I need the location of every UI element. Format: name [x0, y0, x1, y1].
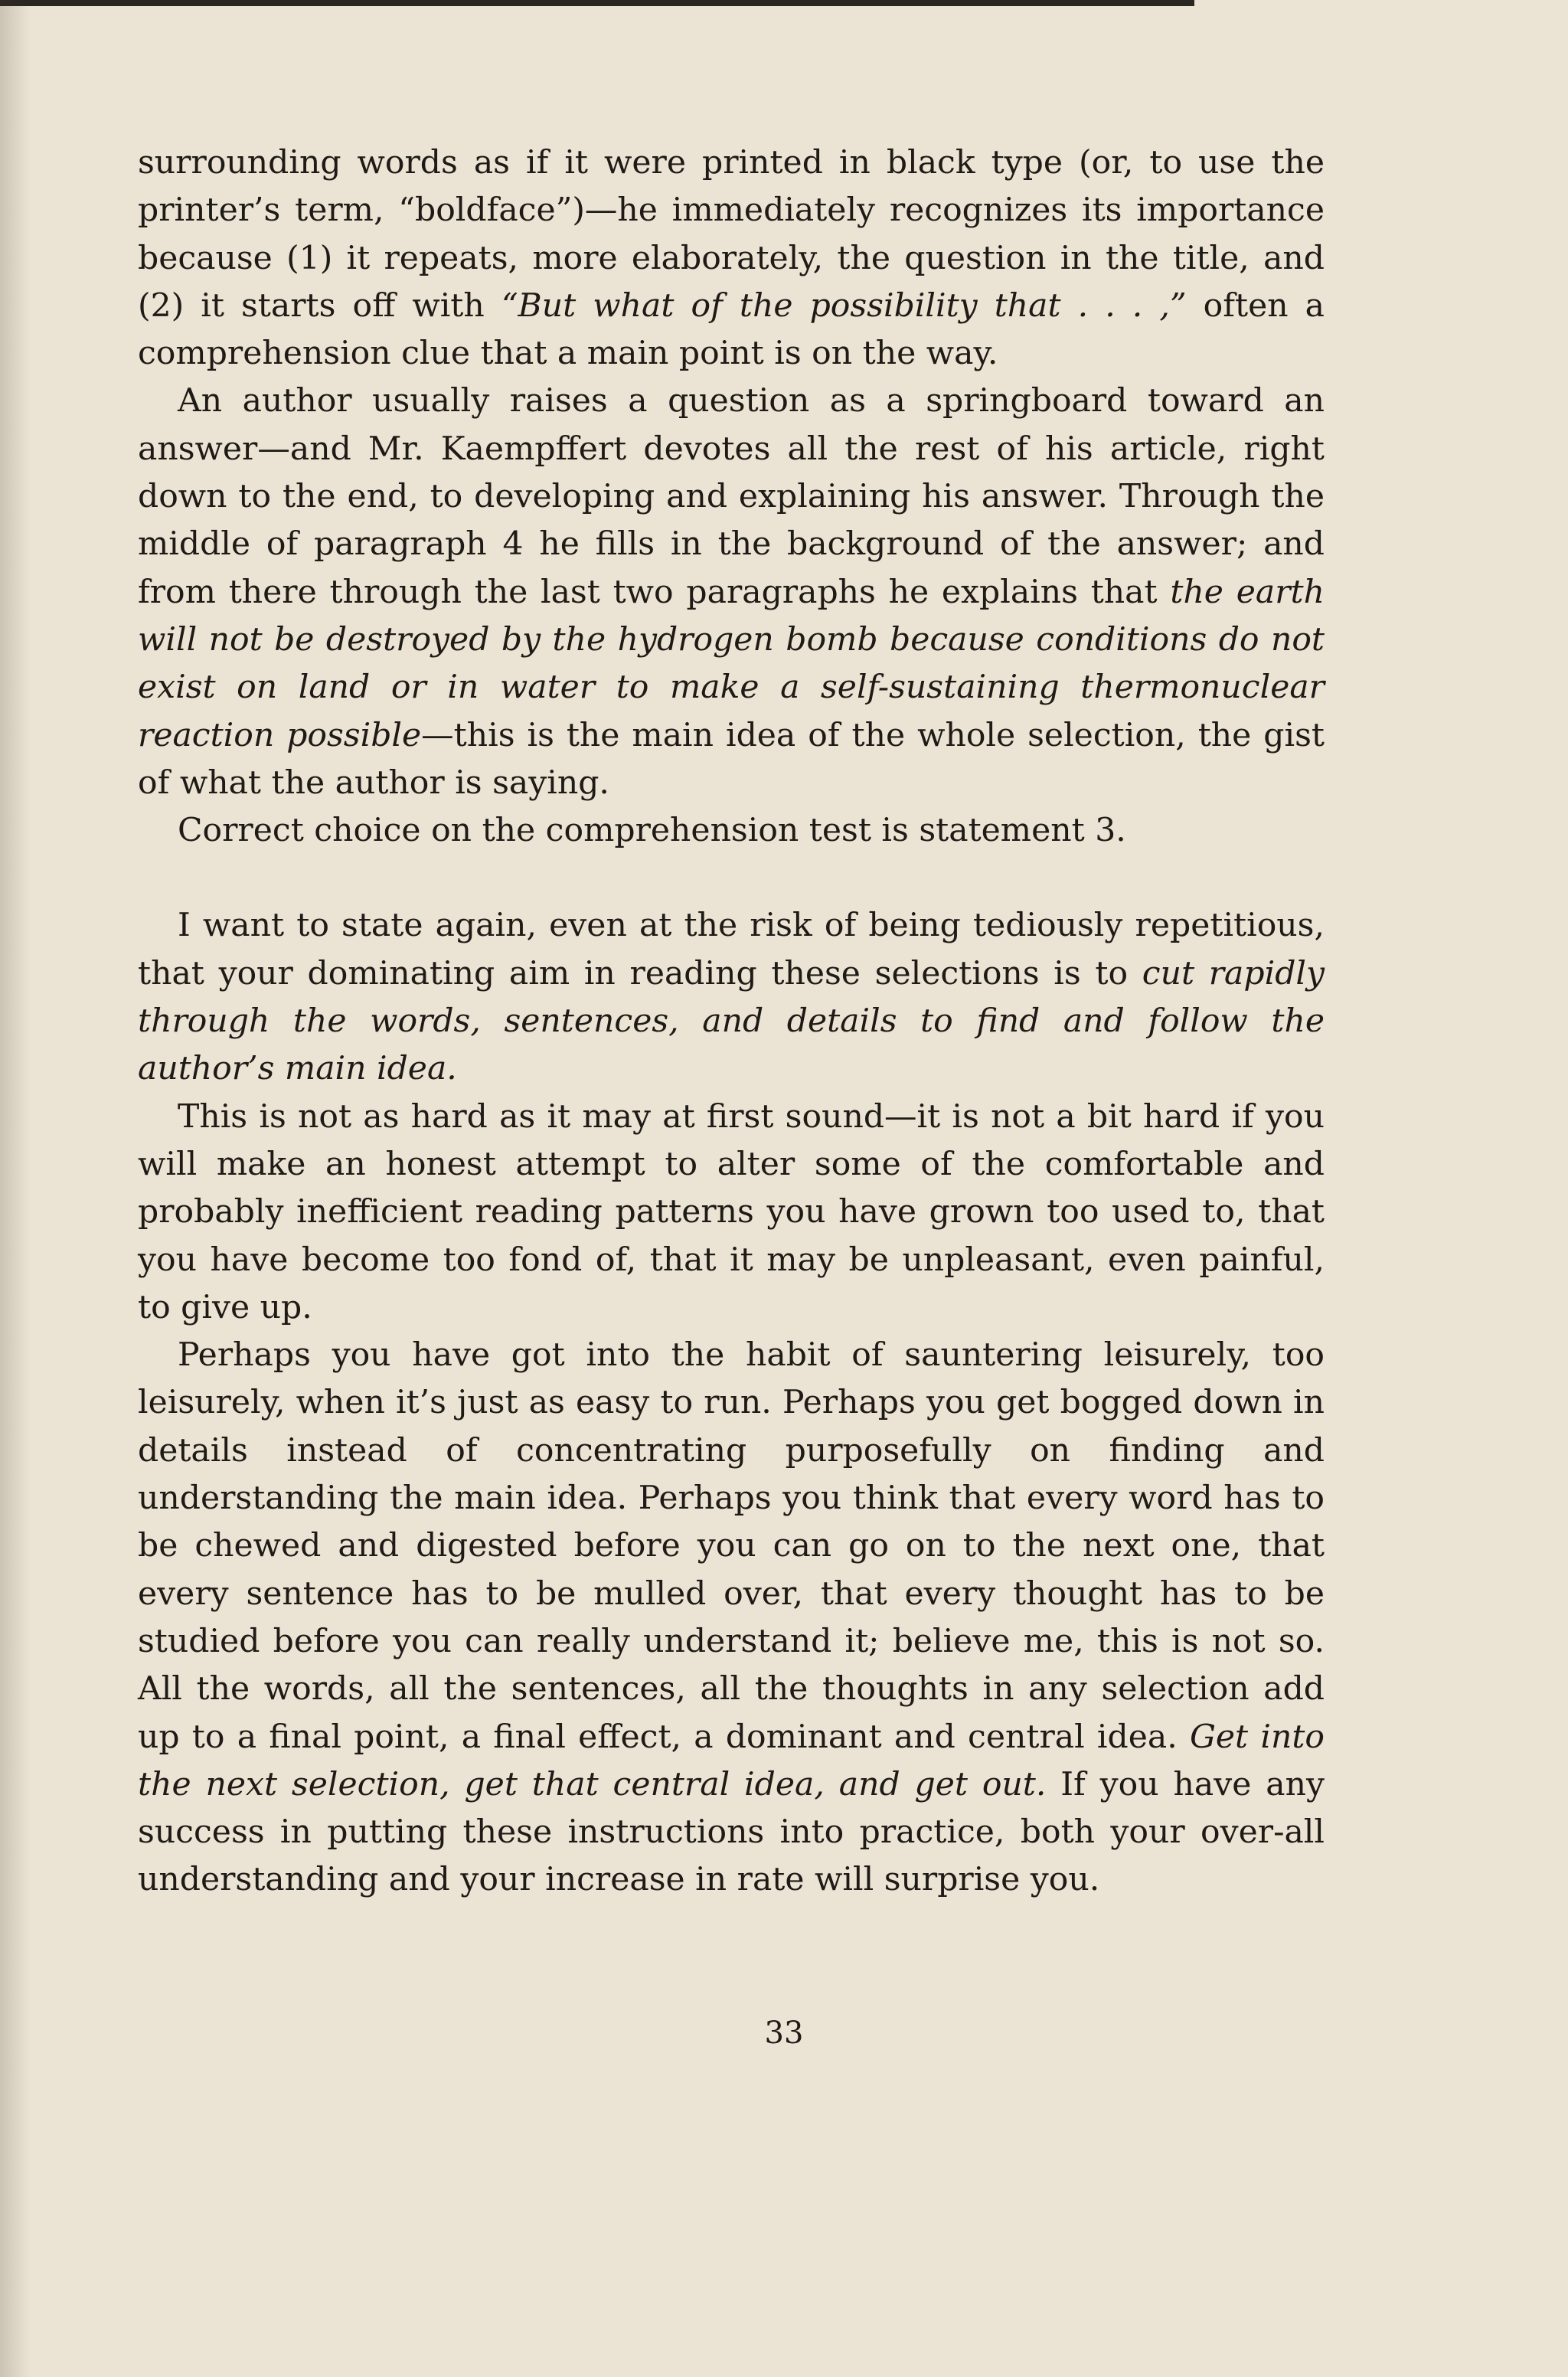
paragraph — [138, 378, 1325, 807]
text-run: often a comprehension clue that a main point is on the way. — [138, 286, 1325, 373]
text-run: An author usually raises a question as a springboard toward an answer—and Mr. Kaempffert devotes all the rest of his article, right down to the end, to developing and explaining his answer. Through the middle of paragraph 4 he fills in the background of the answer; and from there through the last two paragraphs he explains that — [138, 382, 1325, 611]
text-run: —this is the main idea of the whole selection, the gist of what the author is saying. — [138, 716, 1325, 802]
text-run: Correct choice on the comprehension test is statement 3. — [178, 812, 1126, 850]
paragraph-continued — [138, 139, 1325, 378]
text-run: I want to state again, even at the risk of being tediously repetitious, that your dominating aim in reading these selections is to — [138, 907, 1325, 992]
text-run: This is not as hard as it may at first sound—it is not a bit hard if you will make an honest attempt to alter some of the comfortable and probably inefficient reading patterns you have grown too used to, that you have become too fond of, that it may be unpleasant, even painful, to give up. — [138, 1097, 1325, 1326]
text-run: Perhaps you have got into the habit of sauntering leisurely, too leisurely, when it’s just as easy to run. Perhaps you get bogged down in details instead of concentrating purposefully on finding and understanding the main idea. Perhaps you think that every word has to be chewed and digested before you can go on to the next one, that every sentence has to be mulled over, that every thought has to be studied before you can really understand it; believe me, this is not so. All the words, all the sentences, all the thoughts in any selection add up to a final point, a final effect, a dominant and central idea. — [138, 1336, 1325, 1756]
text-run-italic: cut rapidly through the words, sentences, and details to find and follow the author’s main idea. — [138, 954, 1325, 1088]
text-run: If you have any success in putting these instructions into practice, both your over-all understanding and your increase in rate will surprise you. — [138, 1765, 1325, 1899]
paragraph — [138, 807, 1325, 855]
page-top-edge — [0, 0, 1194, 6]
page-number: 33 — [764, 2016, 804, 2051]
text-run-italic: the earth will not be destroyed by the hydrogen bomb because conditions do not exist on land or in water to make a self-sustaining thermonuclear reaction possible — [138, 573, 1325, 754]
body-text — [138, 139, 1325, 1905]
paragraph — [138, 1332, 1325, 1905]
paragraph — [138, 902, 1325, 1093]
text-run-italic: Get into the next selection, get that central idea, and get out. — [138, 1718, 1325, 1803]
text-run: surrounding words as if it were printed in black type (or, to use the printer’s term, “boldface”)—he immediately recognizes its importance because (1) it repeats, more elaborately, the question in the title, and (2) it starts off with — [138, 144, 1325, 325]
text-run-italic: “But what of the possibility that . . . ,” — [501, 286, 1187, 325]
paragraph — [138, 1094, 1325, 1332]
